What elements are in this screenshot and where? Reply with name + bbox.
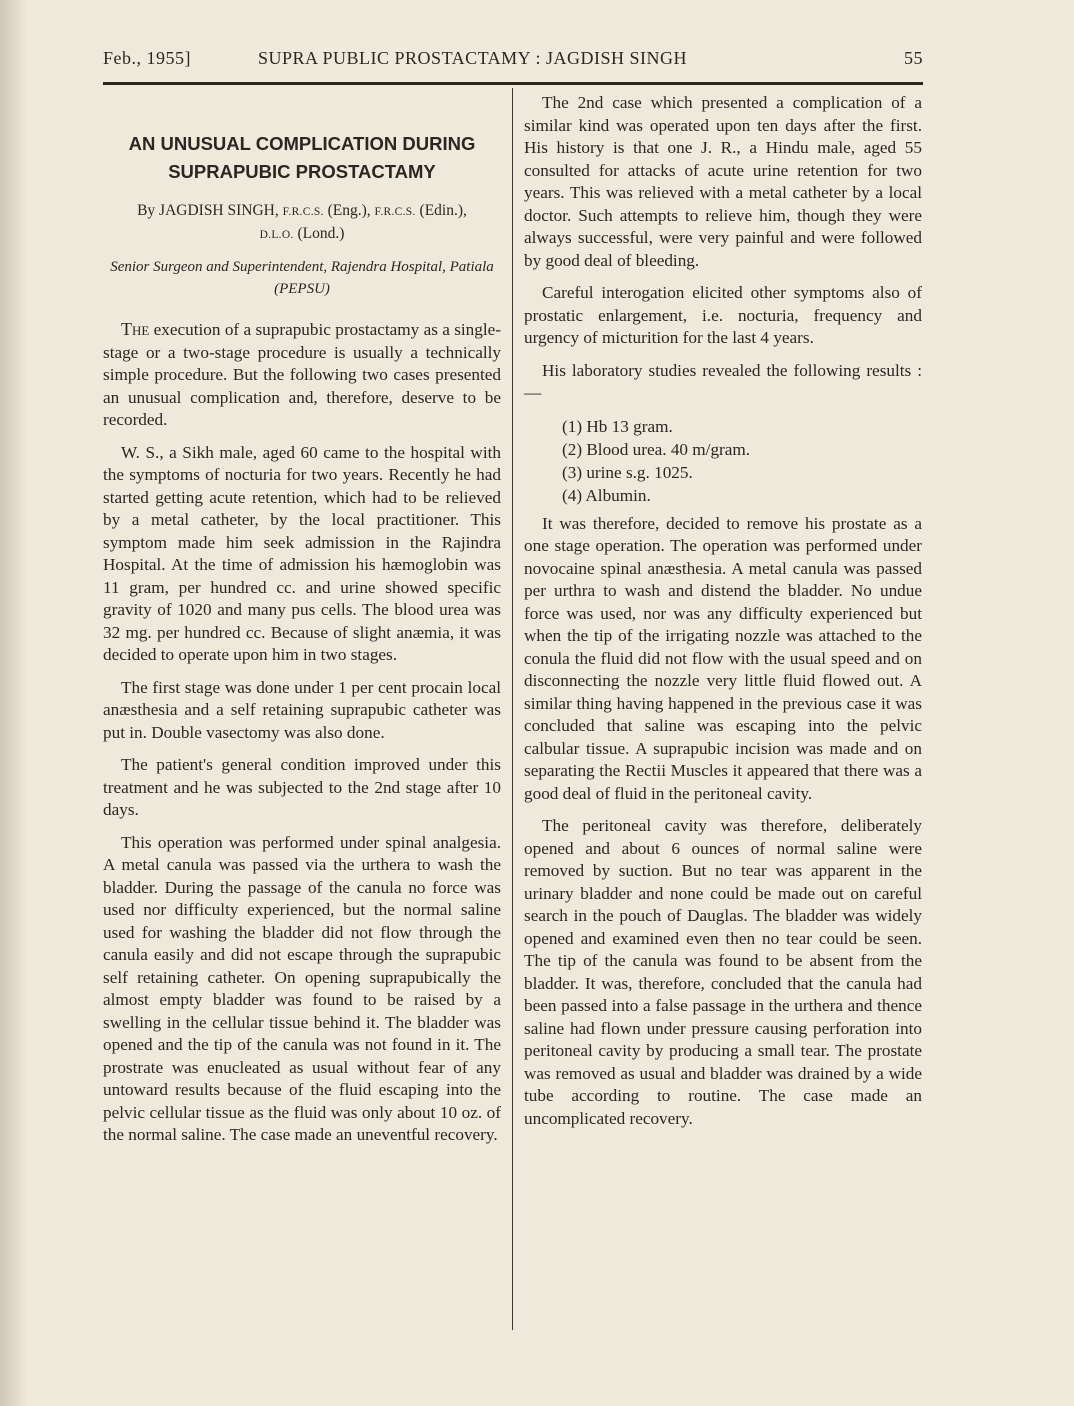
intro-paragraph <box>103 318 501 432</box>
degree-frcs-eng: F.R.C.S. <box>282 206 324 218</box>
intro-first-word: The <box>121 319 150 339</box>
case2-paragraph-5: The peritoneal cavity was therefore, deliberately opened and about 6 ounces of normal saline were removed by suction. But no tear was apparent in the urinary bladder and none could be made out on careful search in the pouch of Dauglas. The bladder was widely opened and examined even then no tear could be seen. The tip of the canula was found to be absent from the bladder. It was, therefore, concluded that the canula had been passed into a false passage in the urthera and thence saline had flown under pressure causing perforation into peritoneal cavity by producing a small tear. The prostate was removed as usual and bladder was drained by a wide tube according to routine. The case made an uncomplicated recovery. <box>524 816 922 1128</box>
article-title <box>103 130 501 186</box>
case1-paragraph-4: This operation was performed under spinal analgesia. A metal canula was passed via the urthera to wash the bladder. During the passage of the canula no force was used nor difficulty experienced, but the normal saline used for washing the bladder did not flow through the canula easily and did not escape through the suprapubic self retaining catheter. On opening suprapubically the almost empty bladder was found to be raised by a swelling in the cellular tissue behind it. The bladder was opened and the tip of the canula was not found in it. The prostrate was enucleated as usual without fear of any untoward results because of the fluid escaping into the pelvic cellular tissue as the fluid was only about 10 oz. of the normal saline. The case made an uneventful recovery. <box>103 832 501 1144</box>
case2-paragraph-1: The 2nd case which presented a complication of a similar kind was operated upon ten days after the first. His history is that one J. R., a Hindu male, aged 55 consulted for attacks of acute urine retention for two years. This was relieved with a metal catheter by a local doctor. Such attempts to relieve him, though they were always successful, were very painful and were followed by good deal of bleeding. <box>524 93 922 270</box>
degree-frcs-eng-suffix: (Eng.), <box>327 202 371 219</box>
left-column <box>103 92 501 1157</box>
article-title-line-1: AN UNUSUAL COMPLICATION DURING <box>128 133 476 154</box>
lab-result-item: (3) urine s.g. 1025. <box>562 462 693 482</box>
right-column <box>524 92 922 1140</box>
degree-frcs-edin: F.R.C.S. <box>374 206 416 218</box>
author-affiliation: Senior Surgeon and Superintendent, Rajendra Hospital, Patiala (PEPSU) <box>110 259 494 297</box>
header-rule <box>103 82 923 85</box>
byline <box>103 200 501 246</box>
running-head <box>103 48 923 74</box>
case1-paragraph-1: W. S., a Sikh male, aged 60 came to the hospital with the symptoms of nocturia for two years. Recently he had started getting acute retention, which had to be relieved by a metal catheter, by the local practitioner. This symptom made him seek admission in the Rajindra Hospital. At the time of admission his hæmoglobin was 11 gram, per hundred cc. and urine showed specific gravity of 1020 and many pus cells. The blood urea was 32 mg. per hundred cc. Because of slight anæmia, it was decided to operate upon him in two stages. <box>103 442 501 664</box>
case2-paragraph-4: It was therefore, decided to remove his prostate as a one stage operation. The operation was performed under novocaine spinal anæsthesia. A metal canula was passed per urthra to wash and distend the bladder. No undue force was used, nor was any difficulty experienced but when the tip of the irrigating nozzle was attached to the conula the fluid did not flow with the usual speed and on disconnecting the nozzle very little fluid flowed out. A similar thing having happened in the previous case it was concluded that saline was escaping into the pelvic calbular tissue. A suprapubic incision was made and on separating the Rectii Muscles it appeared that there was a good deal of fluid in the peritoneal cavity. <box>524 513 922 803</box>
article-title-line-2: SUPRAPUBIC PROSTACTAMY <box>168 161 436 182</box>
case2-paragraph-2: Careful interogation elicited other symptoms also of prostatic enlargement, i.e. nocturia, frequency and urgency of micturition for the last 4 years. <box>524 283 922 347</box>
page-gutter-shadow <box>0 0 28 1406</box>
lab-result-item: (2) Blood urea. 40 m/gram. <box>562 439 751 459</box>
case1-paragraph-3: The patient's general condition improved under this treatment and he was subjected to the 2nd stage after 10 days. <box>103 755 501 819</box>
page-number: 55 <box>904 48 923 68</box>
running-title: SUPRA PUBLIC PROSTACTAMY : JAGDISH SINGH <box>258 48 688 68</box>
case2-paragraph-3: His laboratory studies revealed the following results :— <box>524 360 922 402</box>
degree-dlo: D.L.O. <box>259 229 294 241</box>
lab-results-list <box>524 415 922 507</box>
lab-result-item: (4) Albumin. <box>562 485 651 505</box>
degree-dlo-suffix: (Lond.) <box>297 225 345 242</box>
lab-result-item: (1) Hb 13 gram. <box>562 416 673 436</box>
issue-date: Feb., 1955] <box>103 48 191 68</box>
column-divider <box>512 88 513 1330</box>
byline-author: By JAGDISH SINGH, <box>137 202 279 219</box>
degree-frcs-edin-suffix: (Edin.), <box>419 202 467 219</box>
intro-paragraph-text: execution of a suprapubic prostactamy as a single-stage or a two-stage procedure is usually a technically simple procedure. But the following two cases presented an unusual complication and, therefore, deserve to be recorded. <box>103 320 501 429</box>
case1-paragraph-2: The first stage was done under 1 per cent procain local anæsthesia and a self retaining suprapubic catheter was put in. Double vasectomy was also done. <box>103 677 501 742</box>
